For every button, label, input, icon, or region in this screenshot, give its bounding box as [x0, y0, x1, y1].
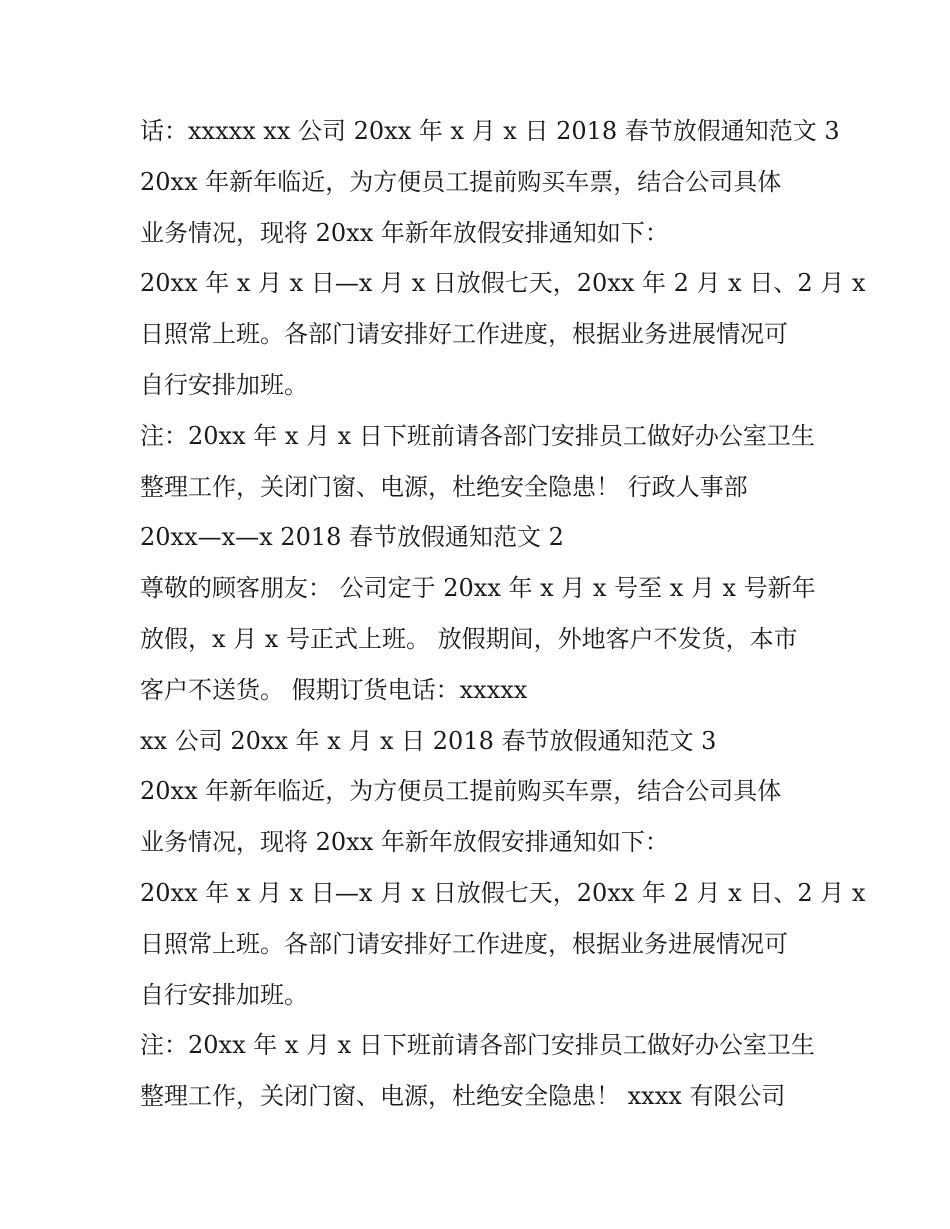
text-line: 注：20xx 年 x 月 x 日下班前请各部门安排员工做好办公室卫生	[140, 421, 815, 450]
text-line: 日照常上班。各部门请安排好工作进度，根据业务进展情况可	[140, 320, 788, 349]
text-line: 20xx—x—x 2018 春节放假通知范文 2	[140, 523, 564, 552]
text-line: 业务情况，现将 20xx 年新年放假安排通知如下：	[140, 218, 669, 247]
text-line: 放假，x 月 x 号正式上班。 放假期间，外地客户不发货，本市	[140, 624, 798, 653]
text-line: 20xx 年 x 月 x 日—x 月 x 日放假七天，20xx 年 2 月 x 日、2 月 x	[140, 878, 866, 907]
text-line: 20xx 年 x 月 x 日—x 月 x 日放假七天，20xx 年 2 月 x 日、2 月 x	[140, 269, 866, 298]
text-line: 整理工作，关闭门窗、电源，杜绝安全隐患！ xxxx 有限公司	[140, 1082, 786, 1111]
text-line: 日照常上班。各部门请安排好工作进度，根据业务进展情况可	[140, 929, 788, 958]
text-line: 20xx 年新年临近，为方便员工提前购买车票，结合公司具体	[140, 167, 782, 196]
text-line: 自行安排加班。	[140, 370, 308, 399]
text-line: 整理工作，关闭门窗、电源，杜绝安全隐患！ 行政人事部	[140, 472, 748, 501]
text-line: 20xx 年新年临近，为方便员工提前购买车票，结合公司具体	[140, 777, 782, 806]
text-line: 客户不送货。 假期订货电话：xxxxx	[140, 675, 528, 704]
document-body	[140, 106, 866, 1122]
text-line: 自行安排加班。	[140, 980, 308, 1009]
text-line: 注：20xx 年 x 月 x 日下班前请各部门安排员工做好办公室卫生	[140, 1031, 815, 1060]
text-line: 尊敬的顾客朋友： 公司定于 20xx 年 x 月 x 号至 x 月 x 号新年	[140, 574, 816, 603]
text-line: xx 公司 20xx 年 x 月 x 日 2018 春节放假通知范文 3	[140, 726, 717, 755]
text-line: 话：xxxxx xx 公司 20xx 年 x 月 x 日 2018 春节放假通知范文 3	[140, 117, 840, 145]
text-line: 业务情况，现将 20xx 年新年放假安排通知如下：	[140, 828, 669, 857]
